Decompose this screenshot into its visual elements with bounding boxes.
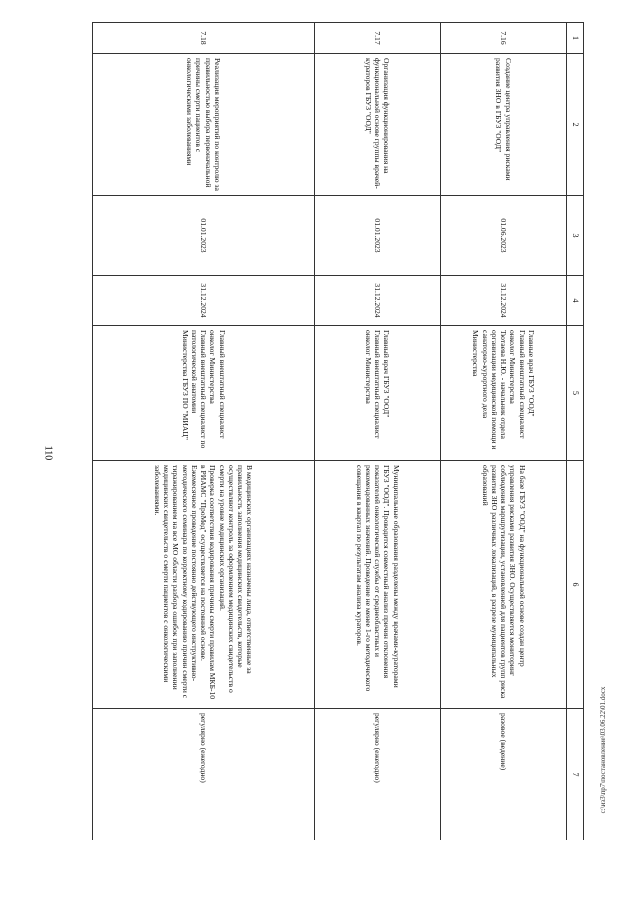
responsible-person: Главный внештатный специалист онколог Министерства <box>208 330 227 439</box>
responsible-person: Главный врач ГБУЗ "ООД" <box>382 330 392 418</box>
row-number: 7.16 <box>441 23 567 54</box>
expected-result <box>93 461 315 709</box>
result-paragraph: В медицинских организациях назначены лица, ответственные за правильность заполнения медицинских свидетельств, которые осуществляют контроль за оформлением медицинских свидетельств о смерти на уровне медицинских организаций. <box>217 465 255 693</box>
footer-file-path: c:\из3\пр7\постановление\03.06.22\01.docx <box>599 686 607 814</box>
responsible-person: Главный внештатный специалист онколог Министерства <box>508 330 527 439</box>
responsible-person: Тютаева Н.Ю. - начальник отдела организации медицинской помощи и санаторно-курортного дела Министерства <box>471 330 509 450</box>
header-row <box>567 23 584 841</box>
start-date: 01.01.2023 <box>315 196 441 276</box>
plan-table <box>92 22 584 840</box>
end-date: 31.12.2024 <box>315 276 441 326</box>
expected-result: На базе ГБУЗ "ООД" на функциональной основе создан центр управления рисками развития ЗНО. Осуществляется мониторинг соблюдения маршрутизации, установленной для пациентов групп риска развития ЗНО различных локализаций, в разрезе муниципальных образований <box>441 461 567 709</box>
column-header: 6 <box>567 461 584 709</box>
table-row <box>93 23 315 841</box>
table-sheet <box>92 22 584 840</box>
responsible-persons <box>315 326 441 461</box>
start-date: 01.06.2023 <box>441 196 567 276</box>
table-row <box>315 23 441 841</box>
activity-name: Реализация мероприятий по контролю за правильностью выбора первоначальной причины смерти пациентов с онкологическими заболеваниями <box>93 54 315 196</box>
activity-name: Организация функционирования на функциональной основе группы врачей-кураторов ГБУЗ "ООД" <box>315 54 441 196</box>
result-paragraph: Проверка соответствия кодирования причины смерти правилам МКБ-10 в РИАМС "ПроМед" осуществляется на постоянной основе. <box>199 465 218 700</box>
result-paragraph: Ежемесячное проведение постоянно действующего инструктивно-методического семинара по корректному кодированию причин смерти с тиражированием на все МО области разбора ошибок при заполнении медицинских свидетельств о смерти пациентов с онкологическими заболеваниями. <box>152 465 199 699</box>
periodicity: регулярно (ежегодно) <box>93 709 315 841</box>
page-number: 110 <box>42 445 54 461</box>
end-date: 31.12.2024 <box>93 276 315 326</box>
periodicity: разовое (ведение) <box>441 709 567 841</box>
responsible-person: Главный внештатный специалист по патологической анатомии Министерства ГБУЗ ПО "МИАЦ" <box>180 330 209 449</box>
column-header: 1 <box>567 23 584 54</box>
responsible-persons <box>93 326 315 461</box>
start-date: 01.01.2023 <box>93 196 315 276</box>
column-header: 3 <box>567 196 584 276</box>
expected-result: Муниципальные образования разделены между врачами-кураторами ГБУЗ "ООД". Проводится совместный анализ причин отклонения показателей онкологической службы от среднеобластных и рекомендованных значений. Проведение не менее 1-го методического совещания в квартал по результатам анализа кураторов. <box>315 461 441 709</box>
column-header: 5 <box>567 326 584 461</box>
column-header: 2 <box>567 54 584 196</box>
responsible-persons <box>441 326 567 461</box>
column-header: 7 <box>567 709 584 841</box>
activity-name: Создание центра управления рисками развития ЗНО в ГБУЗ "ООД" <box>441 54 567 196</box>
row-number: 7.17 <box>315 23 441 54</box>
responsible-person: Главный внештатный специалист онколог Министерства <box>363 330 383 439</box>
responsible-person: Главные врач ГБУЗ "ООД" <box>526 330 536 417</box>
periodicity: регулярно (ежегодно) <box>315 709 441 841</box>
rotated-table-frame <box>92 22 584 840</box>
end-date: 31.12.2024 <box>441 276 567 326</box>
table-row <box>441 23 567 841</box>
row-number: 7.18 <box>93 23 315 54</box>
column-header: 4 <box>567 276 584 326</box>
